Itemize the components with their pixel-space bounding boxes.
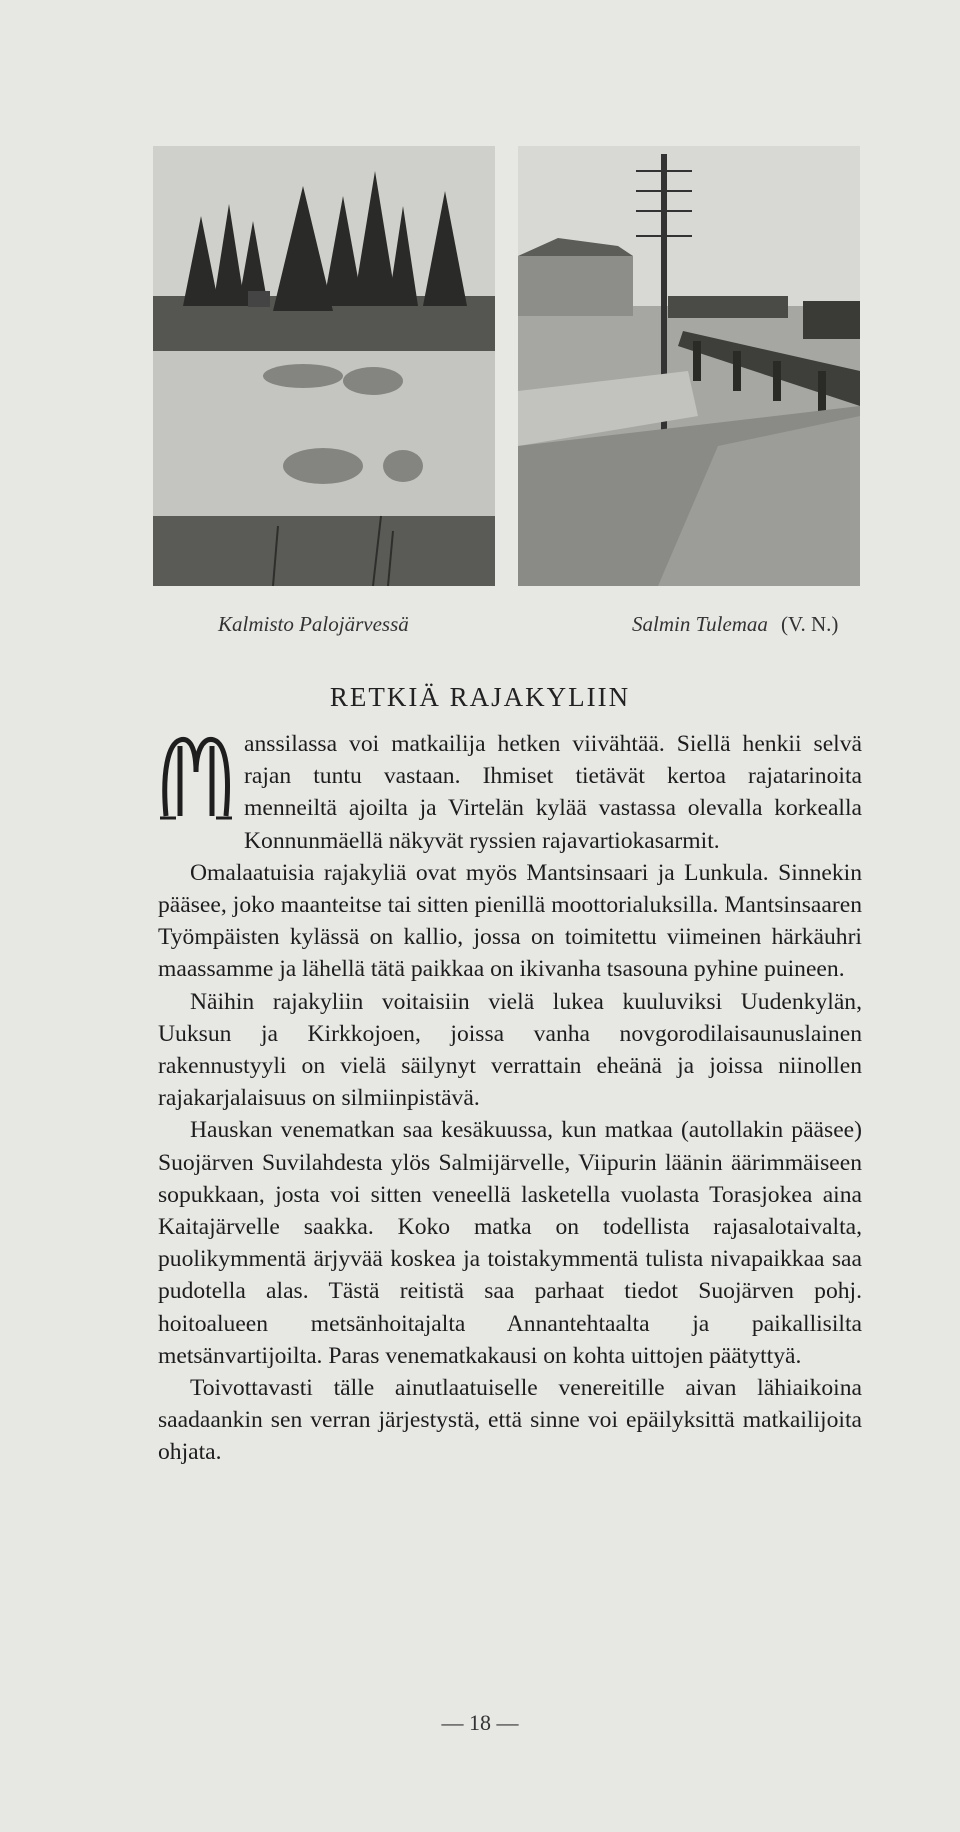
lake-photo-illustration bbox=[153, 146, 495, 586]
paragraph-4: Hauskan venematkan saa kesäkuussa, kun matkaa (autollakin pääsee) Suojärven Suvilahdesta ylös Salmijärvelle, Viipurin läänin äärimmäiseen sopukkaan, josta voi sitten veneellä lasketella vuolasta Torasjokea aina Kaitajärvelle saakka. Koko matka on todellista rajasalotaivalta, puolikymmentä ärjyvää koskea ja toistakymmentä tulista nivapaikkaa saa pudotella alas. Tästä reitistä saa parhaat tiedot Suojärven pohj. hoitoalueen metsänhoitajalta Annantehtaalta ja paikallisilta metsänvartijoilta. Paras venematkakausi on kohta uittojen päätyttyä. bbox=[158, 1117, 862, 1369]
paragraph-3: Näihin rajakyliin voitaisiin vielä lukea kuuluviksi Uudenkylän, Uuksun ja Kirkkojoen, joissa vanha novgorodilaisaunuslainen rakennustyyli on vielä säilynyt verrattain eheänä ja joissa niinollen rajakarjalaisuus on silmiinpistävä. bbox=[158, 988, 862, 1112]
paragraph-5: Toivottavasti tälle ainutlaatuiselle venereitille aivan lähiaikoina saadaankin sen verran järjestystä, että sinne voi epäilyksittä matkailijoita ohjata. bbox=[158, 1375, 862, 1466]
paragraph-1: anssilassa voi matkailija hetken viivähtää. Siellä henkii selvä rajan tuntu vastaan. Ihmiset tietävät kertoa rajatarinoita menneiltä ajoilta ja Virtelän kylää vastassa olevalla korkealla Konnunmäellä näkyvät ryssien rajavartiokasarmit. bbox=[244, 731, 862, 854]
dropcap-m-ornament bbox=[158, 732, 234, 826]
photo-caption-right: Salmin Tulemaa bbox=[632, 612, 768, 636]
bridge-photo-illustration bbox=[518, 146, 860, 586]
photo-lake-cemetery bbox=[153, 146, 495, 586]
photo-credit: (V. N.) bbox=[781, 612, 839, 636]
photo-caption-left: Kalmisto Palojärvessä bbox=[218, 612, 409, 636]
paragraph-2: Omalaatuisia rajakyliä ovat myös Mantsinsaari ja Lunkula. Sinnekin pääsee, joko maanteitse tai sitten pienillä moottorialuksilla. Mantsinsaaren Työmpäisten kylässä on kallio, jossa on toimitettu viimeinen härkäuhri maassamme ja lähellä tätä paikkaa on ikivanha tsasouna pyhine puineen. bbox=[158, 859, 862, 983]
article-title: RETKIÄ RAJAKYLIIN bbox=[329, 682, 631, 712]
photo-river-bridge bbox=[518, 146, 860, 586]
article-body bbox=[158, 728, 862, 1469]
page-number: — 18 — bbox=[441, 1710, 519, 1735]
